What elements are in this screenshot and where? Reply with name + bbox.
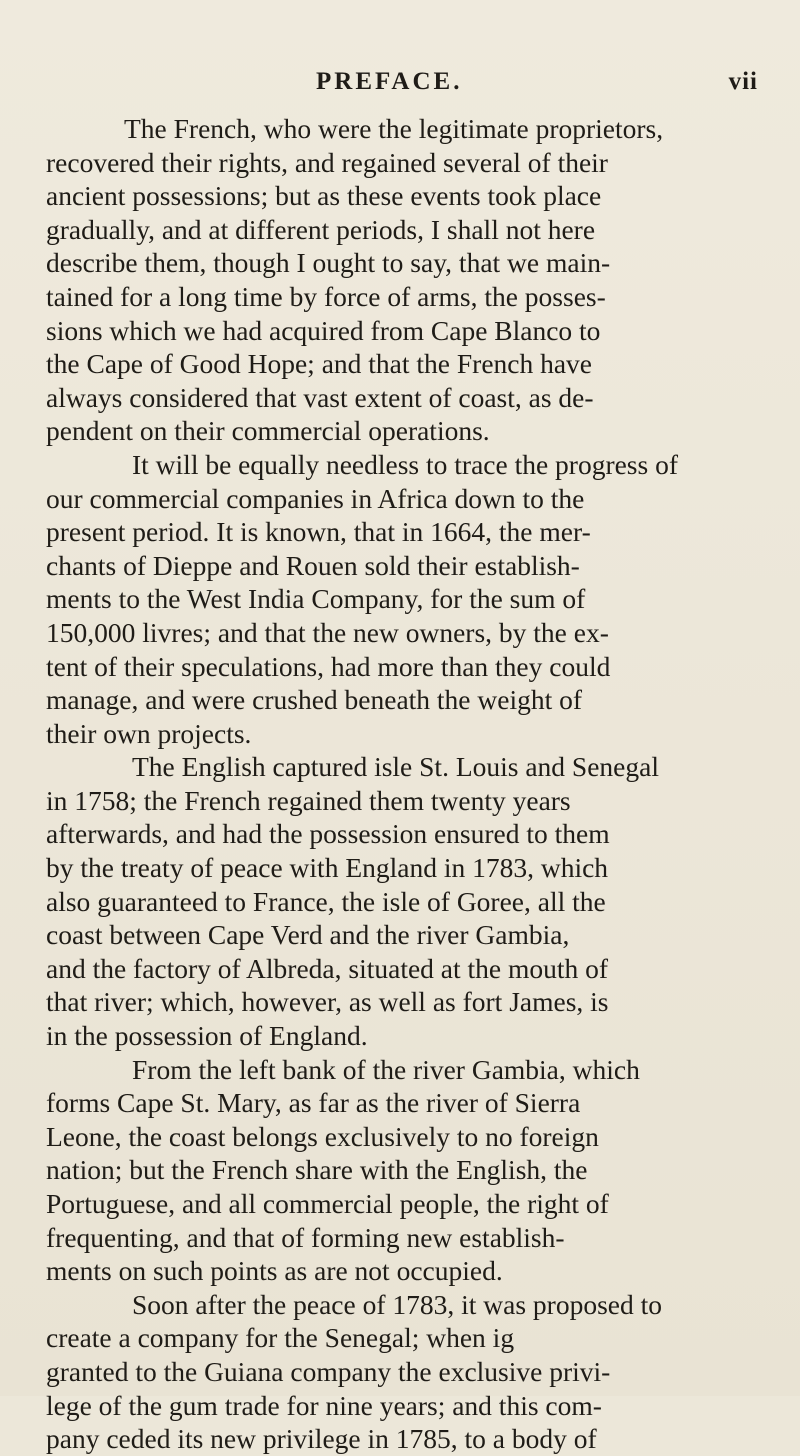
text-line: always considered that vast extent of coast, as de-: [46, 381, 594, 413]
text-line: tained for a long time by force of arms, the posses-: [46, 280, 606, 312]
text-body: [46, 112, 760, 1456]
text-line: ancient possessions; but as these events took place: [46, 180, 602, 212]
text-line: 150,000 livres; and that the new owners, by the ex-: [46, 616, 609, 648]
text-line: gradually, and at different periods, I shall not here: [46, 213, 596, 245]
text-line: that river; which, however, as well as fort James, is: [46, 986, 609, 1018]
text-line: manage, and were crushed beneath the weight of: [46, 684, 583, 716]
page-number: vii: [728, 68, 758, 95]
text-line: also guaranteed to France, the isle of Goree, all the: [46, 885, 606, 917]
text-line: The French, who were the legitimate proprietors,: [124, 113, 664, 144]
text-line: lege of the gum trade for nine years; and this com-: [46, 1389, 602, 1421]
text-line: sions which we had acquired from Cape Blanco to: [46, 314, 601, 346]
text-line: The English captured isle St. Louis and Senegal: [132, 751, 659, 783]
text-line: coast between Cape Verd and the river Gambia,: [46, 919, 570, 951]
text-line: and the factory of Albreda, situated at the mouth of: [46, 952, 609, 984]
text-line: It will be equally needless to trace the progress of: [132, 448, 678, 480]
text-line: Leone, the coast belongs exclusively to no foreign: [46, 1120, 599, 1152]
paragraph: [46, 448, 760, 750]
text-line: tent of their speculations, had more than they could: [46, 650, 611, 682]
text-line: afterwards, and had the possession ensured to them: [46, 818, 610, 850]
text-line: the Cape of Good Hope; and that the French have: [46, 348, 593, 380]
text-line: in 1758; the French regained them twenty years: [46, 784, 571, 816]
text-line: forms Cape St. Mary, as far as the river of Sierra: [46, 1087, 581, 1119]
text-line: describe them, though I ought to say, that we main-: [46, 247, 611, 279]
text-line: frequenting, and that of forming new establish-: [46, 1221, 565, 1253]
text-line: by the treaty of peace with England in 1783, which: [46, 852, 609, 884]
text-line: create a company for the Senegal; when ig: [46, 1322, 515, 1354]
text-line: ments on such points as are not occupied.: [46, 1255, 503, 1287]
text-line: pendent on their commercial operations.: [46, 415, 490, 447]
text-line: their own projects.: [46, 717, 252, 749]
text-line: present period. It is known, that in 1664, the mer-: [46, 516, 591, 548]
text-line: ments to the West India Company, for the sum of: [46, 583, 586, 615]
text-line: in the possession of England.: [46, 1020, 368, 1052]
paragraph: [46, 112, 760, 448]
running-title: PREFACE.: [316, 68, 463, 95]
text-line: our commercial companies in Africa down to the: [46, 482, 585, 514]
text-line: Portuguese, and all commercial people, the right of: [46, 1188, 609, 1219]
paragraph: [46, 750, 760, 1052]
text-line: recovered their rights, and regained several of their: [46, 146, 608, 178]
text-line: pany ceded its new privilege in 1785, to a body of: [46, 1423, 597, 1455]
text-line: granted to the Guiana company the exclusive privi-: [46, 1355, 611, 1387]
text-line: From the left bank of the river Gambia, which: [132, 1053, 640, 1085]
text-line: Soon after the peace of 1783, it was proposed to: [132, 1288, 662, 1320]
text-line: chants of Dieppe and Rouen sold their establish-: [46, 549, 580, 581]
text-line: nation; but the French share with the English, the: [46, 1154, 588, 1186]
paragraph: [46, 1053, 760, 1288]
paragraph: [46, 1288, 760, 1456]
running-head: [46, 68, 760, 112]
